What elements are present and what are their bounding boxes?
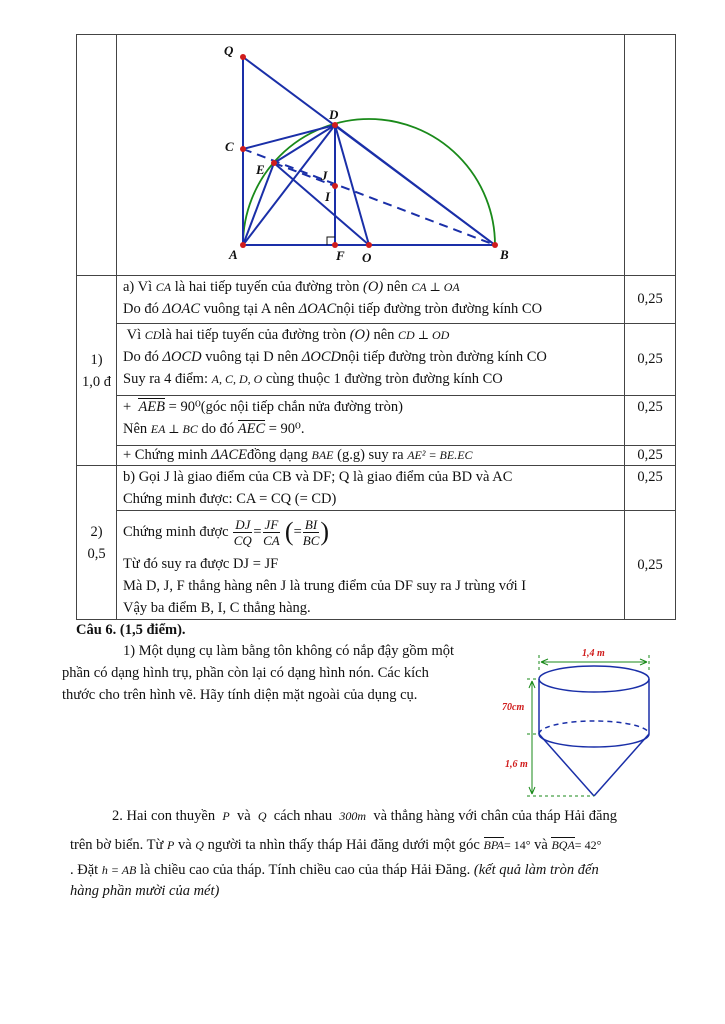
line-ED bbox=[274, 125, 335, 163]
label-O: O bbox=[362, 250, 372, 265]
text: vuông tại A nên bbox=[203, 301, 296, 317]
text: nội tiếp đường tròn đường kính CO bbox=[336, 301, 543, 317]
part1-b-cell bbox=[117, 324, 625, 396]
text: (g.g) suy ra bbox=[337, 447, 404, 463]
part1-c-cell bbox=[117, 396, 625, 446]
text: cùng thuộc 1 đường tròn đường kính CO bbox=[265, 371, 503, 387]
math-angle: BQA bbox=[551, 838, 575, 852]
dim-bot-label: 1,6 m bbox=[505, 759, 528, 770]
part2-b-score: 0,25 bbox=[625, 511, 676, 620]
math-q: Q bbox=[257, 809, 267, 823]
text: Vì bbox=[126, 327, 142, 343]
math-eq: = 42° bbox=[574, 838, 602, 852]
point-A bbox=[240, 242, 246, 248]
point-J bbox=[332, 183, 338, 189]
q6-p2-line1 bbox=[112, 805, 617, 827]
text: Nên bbox=[123, 421, 148, 437]
text: nên bbox=[373, 327, 395, 343]
label-B: B bbox=[500, 247, 509, 262]
text: là chiều cao của tháp. Tính chiều cao của tháp Hải Đăng. bbox=[139, 862, 471, 878]
q6-p2-line3 bbox=[70, 859, 599, 881]
line-DB bbox=[335, 125, 495, 245]
label-E: E bbox=[256, 162, 265, 177]
part2-a-line1: b) Gọi J là giao điểm của CB và DF; Q là giao điểm của BD và AC bbox=[123, 469, 513, 485]
point-C bbox=[240, 146, 246, 152]
solution-table bbox=[76, 34, 676, 620]
question-6-title: Câu 6. (1,5 điểm). bbox=[76, 622, 186, 638]
figure-cell bbox=[117, 35, 625, 276]
part1-d-cell bbox=[117, 446, 625, 466]
part1-b-score: 0,25 bbox=[625, 324, 676, 396]
point-D bbox=[332, 122, 338, 128]
label-A: A bbox=[229, 247, 238, 262]
part2-b-line4: Vậy ba điểm B, I, C thẳng hàng. bbox=[123, 600, 311, 616]
math-angle: BPA bbox=[483, 838, 504, 852]
figure-empty-cell bbox=[77, 35, 117, 276]
part1-a-cell bbox=[117, 276, 625, 324]
label-I: I bbox=[325, 189, 331, 204]
math-triangle: BAE bbox=[311, 448, 334, 462]
math-h: h = AB bbox=[101, 863, 137, 877]
math-angle: AEB bbox=[138, 399, 166, 415]
part1-label-cell bbox=[77, 276, 117, 466]
text: . Đặt bbox=[70, 862, 99, 878]
fraction-jf-ca: $\frac{JF}{CA}$ bbox=[263, 516, 280, 548]
text: Suy ra 4 điểm: bbox=[123, 371, 208, 387]
math-cd: CD bbox=[144, 328, 162, 342]
cone-right-edge bbox=[594, 734, 649, 796]
part1-score-label: 1,0 đ bbox=[82, 373, 111, 390]
math-circle-o: (O) bbox=[349, 327, 370, 343]
text: cách nhau bbox=[273, 808, 333, 824]
math-distance: 300m bbox=[339, 809, 367, 823]
geometry-figure bbox=[117, 35, 617, 275]
q6-p2-line4: hàng phần mười của mét) bbox=[70, 883, 220, 899]
text: (góc nội tiếp chắn nửa đường tròn) bbox=[200, 399, 403, 415]
vessel-figure bbox=[495, 640, 665, 800]
math-triangle: ΔOCD bbox=[162, 349, 202, 365]
text: và thẳng hàng với chân của tháp Hải đăng bbox=[373, 808, 617, 824]
cylinder-bottom-back bbox=[539, 721, 649, 734]
math-ca: CA bbox=[155, 280, 172, 294]
math-relation: CA ⊥ OA bbox=[411, 280, 460, 294]
math-triangle: ΔOCD bbox=[301, 349, 342, 365]
math-p: P bbox=[222, 809, 230, 823]
point-B bbox=[492, 242, 498, 248]
math-points: A, C, D, O bbox=[211, 372, 263, 386]
cylinder-top-ellipse bbox=[539, 666, 649, 692]
dim-top-label: 1,4 m bbox=[582, 648, 605, 659]
text: người ta nhìn thấy tháp Hải đăng dưới một góc bbox=[207, 837, 480, 853]
text: Do đó bbox=[123, 301, 159, 317]
math-circle-o: (O) bbox=[363, 279, 384, 295]
math-triangle: ΔOAC bbox=[298, 301, 337, 317]
part2-a-cell bbox=[117, 466, 625, 511]
part2-b-line3: Mà D, J, F thẳng hàng nên J là trung điểm của DF suy ra J trùng với I bbox=[123, 578, 527, 594]
text: là hai tiếp tuyến của đường tròn bbox=[174, 279, 360, 295]
part1-a-score: 0,25 bbox=[625, 276, 676, 324]
math-eq: = 90⁰ bbox=[168, 399, 201, 415]
part1-d-score: 0,25 bbox=[625, 446, 676, 466]
q6-p1-line3: thước cho trên hình vẽ. Hãy tính diện mặt ngoài của dụng cụ. bbox=[62, 687, 418, 703]
text-italic: (kết quả làm tròn đến bbox=[473, 862, 599, 878]
math-triangle: ΔOAC bbox=[162, 301, 200, 317]
math-relation: CD ⊥ OD bbox=[398, 328, 450, 342]
line-DO bbox=[335, 125, 369, 245]
label-Q: Q bbox=[224, 43, 234, 58]
label-F: F bbox=[336, 248, 345, 263]
text: nội tiếp đường tròn đường kính CO bbox=[341, 349, 547, 365]
text: Do đó bbox=[123, 349, 159, 365]
point-Q bbox=[240, 54, 246, 60]
text: 2. Hai con thuyền bbox=[112, 808, 216, 824]
part2-score-label: 0,5 bbox=[87, 545, 106, 562]
text: là hai tiếp tuyến của đường tròn bbox=[161, 327, 347, 343]
cylinder-bottom-front bbox=[539, 734, 649, 747]
text: và bbox=[236, 808, 251, 824]
math-angle: AEC bbox=[237, 421, 266, 437]
math-p: P bbox=[167, 838, 175, 852]
part2-a-line2: Chứng minh được: CA = CQ (= CD) bbox=[123, 491, 337, 507]
text: a) Vì bbox=[123, 279, 153, 295]
text: và bbox=[534, 837, 548, 853]
text: + Chứng minh bbox=[123, 447, 208, 463]
text: và bbox=[177, 837, 192, 853]
math-relation: EA ⊥ BC bbox=[150, 422, 198, 436]
math-q: Q bbox=[195, 838, 204, 852]
math-eq: = 14° bbox=[503, 838, 531, 852]
part1-label: 1) bbox=[90, 351, 103, 368]
semicircle-arc bbox=[243, 119, 495, 245]
text: trên bờ biển. Từ bbox=[70, 837, 164, 853]
dim-mid-label: 70cm bbox=[502, 702, 525, 713]
q6-p2-line2 bbox=[70, 834, 601, 856]
text: đồng dạng bbox=[247, 447, 308, 463]
part2-b-cell: Chứng minh được $\frac{DJ}{CQ}$ = $\frac{JF}{CA}$ ( = $\frac{BI}{BC}$ ) Từ đó suy ra được DJ = JF Mà D, J, F thẳng hàng nên J là trung điểm của DF suy ra J trùng với I Vậy ba điểm B, I, C thẳng hàng. bbox=[117, 511, 625, 620]
text: vuông tại D nên bbox=[205, 349, 299, 365]
line-CD bbox=[243, 125, 335, 149]
part2-a-score: 0,25 bbox=[625, 466, 676, 511]
part2-b-line2: Từ đó suy ra được DJ = JF bbox=[123, 556, 279, 572]
fraction-dj-cq: $\frac{DJ}{CQ}$ bbox=[233, 516, 252, 548]
math-triangle: ΔACE bbox=[211, 447, 248, 463]
math-eq: = 90⁰. bbox=[268, 421, 305, 437]
part1-c-score: 0,25 bbox=[625, 396, 676, 446]
point-E bbox=[271, 160, 277, 166]
label-D: D bbox=[329, 107, 339, 122]
line-AD bbox=[243, 125, 335, 245]
q6-p1-line1: 1) Một dụng cụ làm bằng tôn không có nắp đậy gồm một bbox=[123, 643, 455, 659]
point-O bbox=[366, 242, 372, 248]
part2-label: 2) bbox=[90, 523, 103, 540]
text: nên bbox=[386, 279, 408, 295]
part2-label-cell bbox=[77, 466, 117, 620]
figure-score-cell bbox=[625, 35, 676, 276]
q6-p1-line2: phần có dạng hình trụ, phần còn lại có dạng hình nón. Các kích bbox=[62, 665, 429, 681]
fraction-bi-bc: $\frac{BI}{BC}$ bbox=[302, 516, 320, 548]
math-eq: AE² = BE.EC bbox=[407, 448, 473, 462]
label-C: C bbox=[225, 139, 234, 154]
label-J: J bbox=[321, 168, 328, 183]
text: Chứng minh được bbox=[123, 523, 229, 540]
text: + bbox=[123, 399, 132, 415]
cone-left-edge bbox=[539, 734, 594, 796]
text: do đó bbox=[201, 421, 235, 437]
